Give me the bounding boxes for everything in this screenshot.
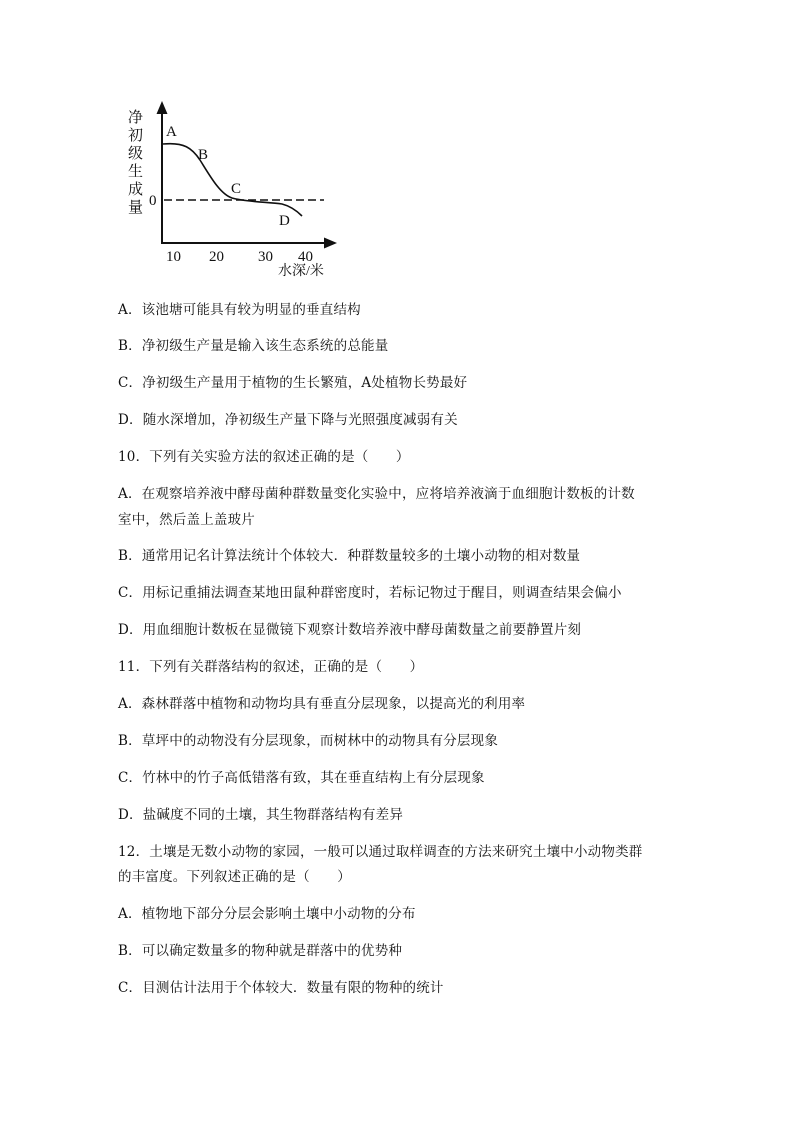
q12-stem-line2: 的丰富度。下列叙述正确的是（ ） <box>118 869 351 885</box>
x-axis-arrow <box>324 238 337 249</box>
q12-stem-line1: 12．土壤是无数小动物的家园，一般可以通过取样调查的方法来研究土壤中小动物类群 <box>118 844 643 860</box>
q10-stem: 10．下列有关实验方法的叙述正确的是（ ） <box>118 449 410 465</box>
production-curve <box>163 144 302 216</box>
q11-option-d: D．盐碱度不同的土壤，其生物群落结构有差异 <box>118 807 404 823</box>
point-label-a: A <box>166 124 177 140</box>
y-label-char: 成 <box>128 182 144 198</box>
y-label-char: 量 <box>128 200 144 216</box>
y-label-char: 初 <box>128 128 144 144</box>
q10-option-a-cont: 室中，然后盖上盖玻片 <box>118 512 255 528</box>
q9-option-d: D．随水深增加，净初级生产量下降与光照强度减弱有关 <box>118 412 458 428</box>
q11-option-a: A．森林群落中植物和动物均具有垂直分层现象，以提高光的利用率 <box>118 696 526 712</box>
x-tick-label: 10 <box>166 249 181 265</box>
x-tick-label: 30 <box>258 249 273 265</box>
q10-option-d: D．用血细胞计数板在显微镜下观察计数培养液中酵母菌数量之前要静置片刻 <box>118 622 582 638</box>
x-tick-label: 20 <box>209 249 224 265</box>
q12-option-a: A．植物地下部分分层会影响土壤中小动物的分布 <box>118 906 416 922</box>
q11-option-c: C．竹林中的竹子高低错落有致，其在垂直结构上有分层现象 <box>118 770 485 786</box>
q10-option-c: C．用标记重捕法调查某地田鼠种群密度时，若标记物过于醒目，则调查结果会偏小 <box>118 585 622 601</box>
q9-option-b: B．净初级生产量是输入该生态系统的总能量 <box>118 338 389 354</box>
point-label-d: D <box>279 213 290 229</box>
q11-option-b: B．草坪中的动物没有分层现象，而树林中的动物具有分层现象 <box>118 733 499 749</box>
zero-label: 0 <box>149 193 157 209</box>
q10-option-a: A．在观察培养液中酵母菌种群数量变化实验中，应将培养液滴于血细胞计数板的计数 <box>118 486 635 502</box>
y-label-char: 净 <box>128 110 144 126</box>
point-label-c: C <box>231 181 242 197</box>
q9-option-a: A．该池塘可能具有较为明显的垂直结构 <box>118 302 361 318</box>
point-label-b: B <box>198 147 209 163</box>
y-label-char: 生 <box>128 164 144 180</box>
production-depth-figure <box>118 98 348 283</box>
x-tick-label: 40 <box>298 249 313 265</box>
q9-option-c: C．净初级生产量用于植物的生长繁殖，A处植物长势最好 <box>118 375 468 391</box>
q12-option-b: B．可以确定数量多的物种就是群落中的优势种 <box>118 943 403 959</box>
x-axis-label: 水深/米 <box>278 264 324 279</box>
q10-option-b: B．通常用记名计算法统计个体较大．种群数量较多的土壤小动物的相对数量 <box>118 548 581 564</box>
y-label-char: 级 <box>128 146 144 162</box>
q12-option-c: C．目测估计法用于个体较大．数量有限的物种的统计 <box>118 980 444 996</box>
y-axis-arrow <box>157 101 168 114</box>
q11-stem: 11．下列有关群落结构的叙述，正确的是（ ） <box>118 659 424 675</box>
